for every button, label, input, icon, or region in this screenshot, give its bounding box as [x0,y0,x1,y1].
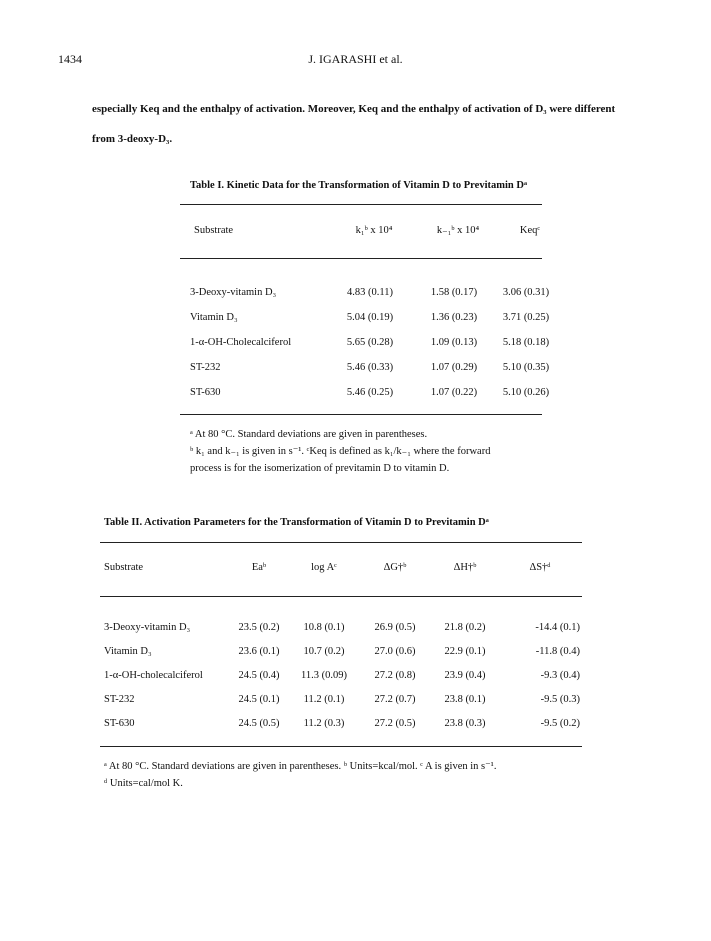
table2-cell: 23.8 (0.3) [444,717,486,729]
table-row [190,380,556,405]
table1-cell: 5.46 (0.25) [346,387,394,398]
table1-bottom-rule [180,414,542,415]
table2-cell: 11.3 (0.09) [301,669,347,681]
table2-cell: 27.2 (0.5) [374,717,416,729]
table2-cell: 24.5 (0.5) [238,717,280,729]
table1-col-km1: k₋₁ᵇ x 10⁴ [436,225,480,236]
table1-caption: Table I. Kinetic Data for the Transformation of Vitamin D to Previtamin Dᵃ [190,180,528,191]
table2-footnote: ᵃ At 80 °C. Standard deviations are given in parentheses. ᵇ Units=kcal/mol. ᶜ A is given in s⁻¹. [104,761,497,772]
table2-col-substrate: Substrate [104,562,144,573]
table2-cell: 23.8 (0.1) [444,693,486,705]
table1-cell: 5.04 (0.19) [346,312,394,323]
body-line-1: especially Keq and the enthalpy of activation. Moreover, Keq and the enthalpy of activation of D₃ were different [92,103,616,115]
table2-top-rule [100,542,582,543]
table1-cell: 1.07 (0.29) [430,362,478,373]
table2-cell: -11.8 (0.4) [535,645,580,657]
table1-footnote: process is for the isomerization of previtamin D to vitamin D. [190,463,450,474]
table1-cell: 3.71 (0.25) [502,312,550,323]
table2-cell: 23.5 (0.2) [238,621,280,633]
table2-cell: 22.9 (0.1) [444,645,486,657]
table2-cell: 10.8 (0.1) [303,621,345,633]
table1-cell: 1.36 (0.23) [430,312,478,323]
table1-cell: 1.58 (0.17) [430,287,478,298]
body-line-2: from 3-deoxy-D₃. [92,133,173,145]
table1-cell: Vitamin D₃ [190,312,238,323]
table2-caption: Table II. Activation Parameters for the Transformation of Vitamin D to Previtamin Dᵃ [104,517,489,528]
table2-cell: 23.9 (0.4) [444,669,486,681]
table2-col-dg: ΔG†ᵇ [383,562,407,573]
table1-footnote: ᵃ At 80 °C. Standard deviations are given in parentheses. [190,429,428,440]
table1-col-keq: Keqᶜ [519,224,541,236]
table2-col-ds: ΔS†ᵈ [529,562,551,573]
table2-cell: 11.2 (0.3) [303,717,345,729]
table1-footnotes [190,426,490,477]
table2-cell: 27.0 (0.6) [374,645,416,657]
table2-cell: -9.3 (0.4) [540,669,580,681]
table2-cell: 21.8 (0.2) [444,621,486,633]
running-head: J. IGARASHI et al. [308,52,403,66]
table1-cell: 3-Deoxy-vitamin D₃ [190,287,277,298]
table1-top-rule [180,204,542,205]
table2-cell: 24.5 (0.1) [238,693,280,705]
table2-body [104,615,580,735]
table1-cell: ST-232 [190,362,221,373]
table-row [190,305,556,330]
table-row [104,615,580,639]
table1-cell: 5.65 (0.28) [346,337,394,348]
table2-cell: 11.2 (0.1) [303,693,345,705]
table-row [104,663,580,687]
table2-mid-rule [100,596,582,597]
table1-body [190,280,556,405]
table-row [190,280,556,305]
table-row [104,639,580,663]
table1-cell: 5.10 (0.35) [502,362,550,373]
table1-cell: 5.46 (0.33) [346,362,394,373]
table2-cell: 23.6 (0.1) [238,645,280,657]
table2-cell: -9.5 (0.3) [540,693,580,705]
table2-col-loga: log Aᶜ [311,562,337,573]
table1-col-substrate: Substrate [194,224,234,236]
table1-footnote: ᵇ k₁ and k₋₁ is given in s⁻¹. ᶜKeq is defined as k₁/k₋₁ where the forward [190,446,491,457]
table2-cell: 27.2 (0.8) [374,669,416,681]
table2-bottom-rule [100,746,582,747]
table2-cell: -9.5 (0.2) [540,717,580,729]
table2-footnote: ᵈ Units=cal/mol K. [104,778,183,789]
table2-cell: Vitamin D₃ [104,645,152,657]
table2-col-dh: ΔH†ᵇ [453,562,477,573]
table2-cell: 26.9 (0.5) [374,621,416,633]
table-row [190,330,556,355]
table1-cell: 1.09 (0.13) [430,337,478,348]
table1-cell: 5.18 (0.18) [502,337,550,348]
table2-cell: 3-Deoxy-vitamin D₃ [104,621,191,633]
table1-mid-rule [180,258,542,259]
table-row [104,711,580,735]
table1-header [190,224,560,236]
table2-cell: ST-232 [104,693,135,705]
table2-footnotes [104,758,496,792]
table1-cell: 3.06 (0.31) [502,287,550,298]
table1-cell: 1.07 (0.22) [430,387,478,398]
table2-cell: 10.7 (0.2) [303,645,345,657]
table2-header [104,562,580,573]
table2-cell: ST-630 [104,717,135,729]
table-row [104,687,580,711]
body-paragraph [92,94,652,154]
table2-cell: 24.5 (0.4) [238,669,280,681]
table1-col-k1: k₁ᵇ x 10⁴ [355,224,393,236]
table2-cell: 27.2 (0.7) [374,693,416,705]
table-row [190,355,556,380]
table1-cell: ST-630 [190,387,221,398]
table2-cell: -14.4 (0.1) [535,621,580,633]
table1-cell: 4.83 (0.11) [347,287,393,298]
table1-cell: 5.10 (0.26) [502,387,550,398]
table2-col-ea: Eaᵇ [251,562,267,573]
table1-cell: 1-α-OH-Cholecalciferol [190,337,292,348]
table2-cell: 1-α-OH-cholecalciferol [104,669,203,681]
page-number: 1434 [58,52,82,66]
